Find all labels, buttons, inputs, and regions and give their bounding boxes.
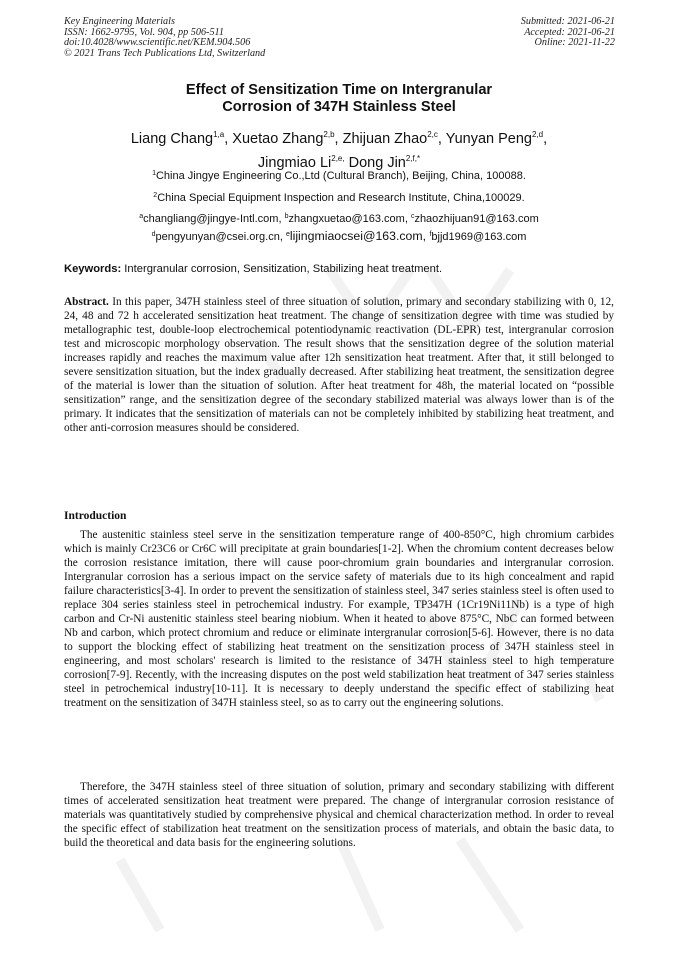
email-list <box>0 209 678 245</box>
title-line-2: Corrosion of 347H Stainless Steel <box>222 99 456 115</box>
author-separator: , <box>224 131 233 147</box>
author-affiliation-mark: 1,a <box>213 130 225 139</box>
copyright: © 2021 Trans Tech Publications Ltd, Switzerland <box>64 47 266 59</box>
publication-dates <box>521 17 615 49</box>
author-affiliation-mark: 2,c <box>427 130 438 139</box>
doi: doi:10.4028/www.scientific.net/KEM.904.506 <box>64 37 251 49</box>
author-name: Zhijuan Zhao <box>342 131 428 147</box>
affiliation-text: China Jingye Engineering Co.,Ltd (Cultural Branch), Beijing, China, 100088. <box>155 170 526 182</box>
online-date: Online: 2021-11-22 <box>534 37 615 49</box>
abstract-text: In this paper, 347H stainless steel of three situation of solution, primary and secondary stabilizing with 0, 12, 24, 48 and 72 h accelerated sensitization heat treatment. The change of sensitization degree with time was studied by metallographic test, double-loop electrochemical potentiodynamic reactivation (DL-EPR) test, intergranular corrosion test and microscopic morphology observation. The result shows that the sensitization degree of the solution material increases rapidly and reaches the maximum value after 12h sensitization heat treatment. After that, it still belonged to severe sensitization situation, but the index gradually decreased. After stabilizing heat treatment, the sensitization degree of the material is lower than the situation of solution. After heat treatment for 48h, the material located on “possible sensitization” range, and the sensitization degree of the secondary stabilized material was always lower than is of the primary. It indicates that the sensitization of materials can not be completely inhibited by stabilizing heat treatment, and other anti-corrosion measures should be considered. <box>64 296 614 434</box>
affiliation-mark: 1 <box>152 170 156 177</box>
author-name: Jingmiao Li <box>257 155 332 171</box>
email-mark: c <box>410 213 415 220</box>
introduction-paragraph-2: Therefore, the 347H stainless steel of three situation of solution, primary and secondary stabilizing with different times of accelerated sensitization heat treatment were prepared. The change of intergranular corrosion resistance of materials was quantitatively studied by comprehensive physical and chemical characterization method. In order to reveal the specific effect of stabilization heat treatment on the sensitization process of materials, and obtain the basic data, to build the theoretical and data basis for the engineering solutions. <box>64 781 614 849</box>
author-name: Dong Jin <box>348 155 406 171</box>
abstract <box>64 295 614 435</box>
introduction-heading: Introduction <box>64 510 127 522</box>
journal-info <box>64 17 265 59</box>
email-link[interactable]: zhangxuetao@163.com, <box>288 213 411 225</box>
keywords-text: Intergranular corrosion, Sensitization, Stabilizing heat treatment. <box>121 263 443 275</box>
title-line-1: Effect of Sensitization Time on Intergranular <box>185 82 493 98</box>
email-link[interactable]: changliang@jingye-Intl.com, <box>143 213 285 225</box>
journal-name: Key Engineering Materials <box>64 16 175 27</box>
email-link[interactable]: zhaozhijuan91@163.com <box>414 213 539 225</box>
keywords-label: Keywords: <box>64 263 122 275</box>
abstract-label: Abstract. <box>64 296 109 308</box>
paper-title <box>0 82 678 116</box>
author-affiliation-mark: 2,f,* <box>405 154 421 163</box>
authors-line-1 <box>0 125 678 149</box>
author-name: Xuetao Zhang <box>232 131 324 147</box>
emails-line-2 <box>0 227 678 245</box>
affiliation-2 <box>0 189 678 205</box>
email-mark: a <box>139 213 144 220</box>
affiliation-mark: 2 <box>153 192 158 199</box>
author-list <box>0 125 678 173</box>
email-mark: f <box>429 231 432 238</box>
email-link[interactable]: bjjd1969@163.com <box>431 231 527 243</box>
submitted-date: Submitted: 2021-06-21 <box>520 16 615 27</box>
affiliation-1 <box>0 167 678 183</box>
email-mark: e <box>285 231 290 238</box>
author-affiliation-mark: 2,b <box>323 130 335 139</box>
email-link[interactable]: lijingmiaocsei@163.com, <box>289 229 430 243</box>
author-affiliation-mark: 2,e, <box>331 154 345 163</box>
author-separator: , <box>437 131 446 147</box>
keywords <box>64 262 614 276</box>
email-mark: b <box>284 213 289 220</box>
author-separator: , <box>334 131 343 147</box>
accepted-date: Accepted: 2021-06-21 <box>524 26 615 38</box>
author-separator: , <box>543 131 548 147</box>
emails-line-1 <box>0 209 678 227</box>
author-name: Liang Chang <box>130 131 214 147</box>
author-affiliation-mark: 2,d <box>531 130 544 139</box>
issn: ISSN: 1662-9795, Vol. 904, pp 506-511 <box>64 26 224 38</box>
email-mark: d <box>151 231 156 238</box>
email-link[interactable]: pengyunyan@csei.org.cn, <box>155 231 286 243</box>
introduction-paragraph-1: The austenitic stainless steel serve in the sensitization temperature range of 400-850°C, high chromium carbides which is mainly Cr23C6 or Cr6C will precipitate at grain boundaries[1-2]. When the chromium content decreases below the corrosion resistance imitation, there will cause poor-chromium grain boundaries and intergranular corrosion. Intergranular corrosion has a serious impact on the service safety of materials due to its high concealment and rapid failure characteristics[3-4]. In order to prevent the sensitization of stainless steel, 347 series stainless steel is often used to replace 304 series stainless steel in petrochemical industry. For example, TP347H (1Cr19Ni11Nb) is a type of high carbon and Cr-Ni austenitic stainless steel bearing niobium. When it heated to above 875°C, NbC can formed between Nb and carbon, which protect chromium and reduce or eliminate intergranular corrosion[5-6]. However, there is no data to support the blocking effect of stabilizing heat treatment on the sensitization process of 347H stainless steel in engineering, and most scholars' research is limited to the resistance of 347H stainless steel to high temperature corrosion[7-9]. Recently, with the increasing disputes on the post weld stabilization heat treatment of 347 series stainless steel in petrochemical industry[10-11]. It is necessary to deeply understand the specific effect of stabilizing heat treatment on the sensitization of 347H stainless steel, so as to carry out the engineering solutions. <box>64 529 614 709</box>
affiliation-text: China Special Equipment Inspection and Research Institute, China,100029. <box>157 192 525 204</box>
author-name: Yunyan Peng <box>445 131 532 147</box>
